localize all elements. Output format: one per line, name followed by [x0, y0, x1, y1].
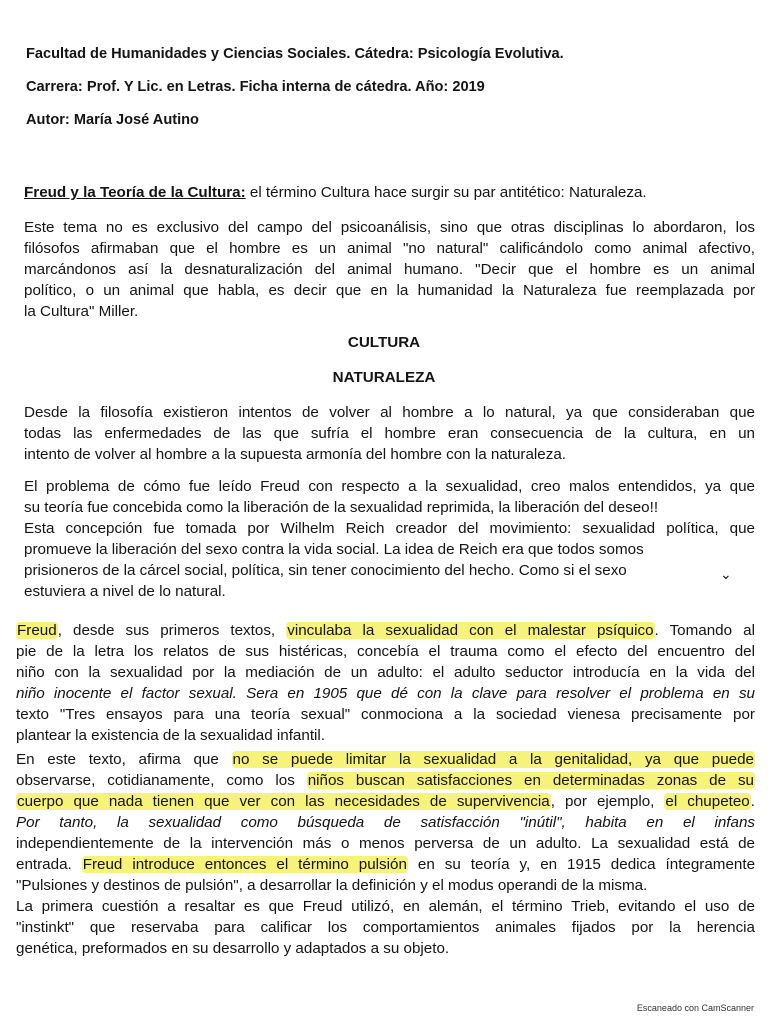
highlight-chupeteo: el chupeteo — [665, 793, 750, 810]
highlight-ninos: niños buscan satisfacciones en determinadas zonas de su — [307, 772, 754, 789]
p3-line: Esta concepción fue tomada por Wilhelm Reich creador del movimiento: sexualidad política, que — [24, 520, 755, 537]
p5-line-6: entrada. Freud introduce entonces el término pulsión en su teoría y, en 1915 dedica íntegramente — [16, 856, 756, 873]
p5-line-1: En este texto, afirma que no se puede limitar la sexualidad a la genitalidad, ya que puede — [16, 751, 754, 768]
highlight-genitalidad: no se puede limitar la sexualidad a la genitalidad, ya que puede — [232, 751, 754, 768]
section-title-underlined: Freud y la Teoría de la Cultura: — [24, 184, 246, 201]
p4-line: niño inocente el factor sexual. Sera en 1905 que dé con la clave para resolver el problema en su — [16, 685, 755, 702]
header-line-2: Carrera: Prof. Y Lic. en Letras. Ficha interna de cátedra. Año: 2019 — [26, 79, 485, 95]
p1-line: político, o un animal que habla, es decir que en la humanidad la Naturaleza fue reemplazada por — [24, 282, 755, 299]
p3-line: su teoría fue concebida como la liberación de la sexualidad reprimida, la liberación del deseo!! — [24, 499, 659, 516]
p4-line: plantear la existencia de la sexualidad infantil. — [16, 727, 326, 744]
highlight-malestar: vinculaba la sexualidad con el malestar psíquico — [287, 622, 654, 639]
p1-line: Este tema no es exclusivo del campo del psicoanálisis, sino que otras disciplinas lo abordaron, los — [24, 219, 755, 236]
header-author: Autor: María José Autino — [26, 112, 199, 128]
p5-line: Por tanto, la sexualidad como búsqueda de satisfacción "inútil", habita en el infans — [16, 814, 755, 831]
p2-line: Desde la filosofía existieron intentos de volver al hombre a lo natural, ya que consideraban que — [24, 404, 755, 421]
p6-line: La primera cuestión a resaltar es que Freud utilizó, en alemán, el término Trieb, evitando el uso de — [16, 898, 755, 915]
heading-cultura: CULTURA — [347, 334, 421, 351]
p5-line: independientemente de la intervención más o menos perversa de un adulto. La sexualidad está de — [16, 835, 755, 852]
scanner-watermark: Escaneado con CamScanner — [636, 1003, 754, 1013]
highlight-pulsion: Freud introduce entonces el término pulsión — [82, 856, 407, 873]
highlight-freud: Freud — [17, 622, 57, 639]
p5-line: "Pulsiones y destinos de pulsión", a desarrollar la definición y el modus operandi de la misma. — [16, 877, 648, 894]
highlight-cuerpo: cuerpo que nada tienen que ver con las necesidades de supervivencia — [17, 793, 550, 810]
header-line-1: Facultad de Humanidades y Ciencias Sociales. Cátedra: Psicología Evolutiva. — [26, 46, 564, 62]
p4-line: texto "Tres ensayos para una teoría sexual" conmociona a la sociedad vienesa precisamente por — [16, 706, 755, 723]
p3-line: estuviera a nivel de lo natural. — [24, 583, 226, 600]
p2-line: intento de volver al hombre a la supuesta armonía del hombre con la naturaleza. — [24, 446, 567, 463]
p1-line: la Cultura" Miller. — [24, 303, 139, 320]
heading-naturaleza: NATURALEZA — [332, 369, 436, 386]
p5-line-3: cuerpo que nada tienen que ver con las necesidades de supervivencia, por ejemplo, el chupeteo. — [17, 793, 755, 810]
p4-line: niño con la sexualidad por la mediación de un adulto: el adulto seductor introducía en la vida del — [16, 664, 755, 681]
p3-line: El problema de cómo fue leído Freud con respecto a la sexualidad, creo malos entendidos, ya que — [24, 478, 755, 495]
p4-line-1: Freud, desde sus primeros textos, vinculaba la sexualidad con el malestar psíquico. Tomando al — [17, 622, 755, 639]
p2-line: todas las enfermedades de las que sufría el hombre eran consecuencia de la cultura, en un — [24, 425, 755, 442]
p4-line: pie de la letra los relatos de sus histéricas, concebía el trauma como el efecto del encuentro del — [16, 643, 755, 660]
pen-mark: ⌄ — [720, 566, 732, 582]
p5-line-2: observarse, cotidianamente, como los niños buscan satisfacciones en determinadas zonas de su — [16, 772, 754, 789]
section-title — [24, 183, 647, 202]
p3-line: promueve la liberación del sexo contra la vida social. La idea de Reich era que todos somos — [24, 541, 644, 558]
p1-line: marcándonos así la desnaturalización del animal humano. "Decir que el hombre es un animal — [24, 261, 755, 278]
p6-line: genética, preformados en su desarrollo y adaptados a su objeto. — [16, 940, 450, 957]
p6-line: "instinkt" que reservaba para calificar los comportamientos animales fijados por la herencia — [16, 919, 755, 936]
section-title-rest: el término Cultura hace surgir su par antitético: Naturaleza. — [245, 184, 647, 201]
p3-line: prisioneros de la cárcel social, política, sin tener conocimiento del hecho. Como si el sexo — [24, 562, 627, 579]
p1-line: filósofos afirmaban que el hombre es un animal "no natural" calificándolo como animal afectivo, — [24, 240, 755, 257]
